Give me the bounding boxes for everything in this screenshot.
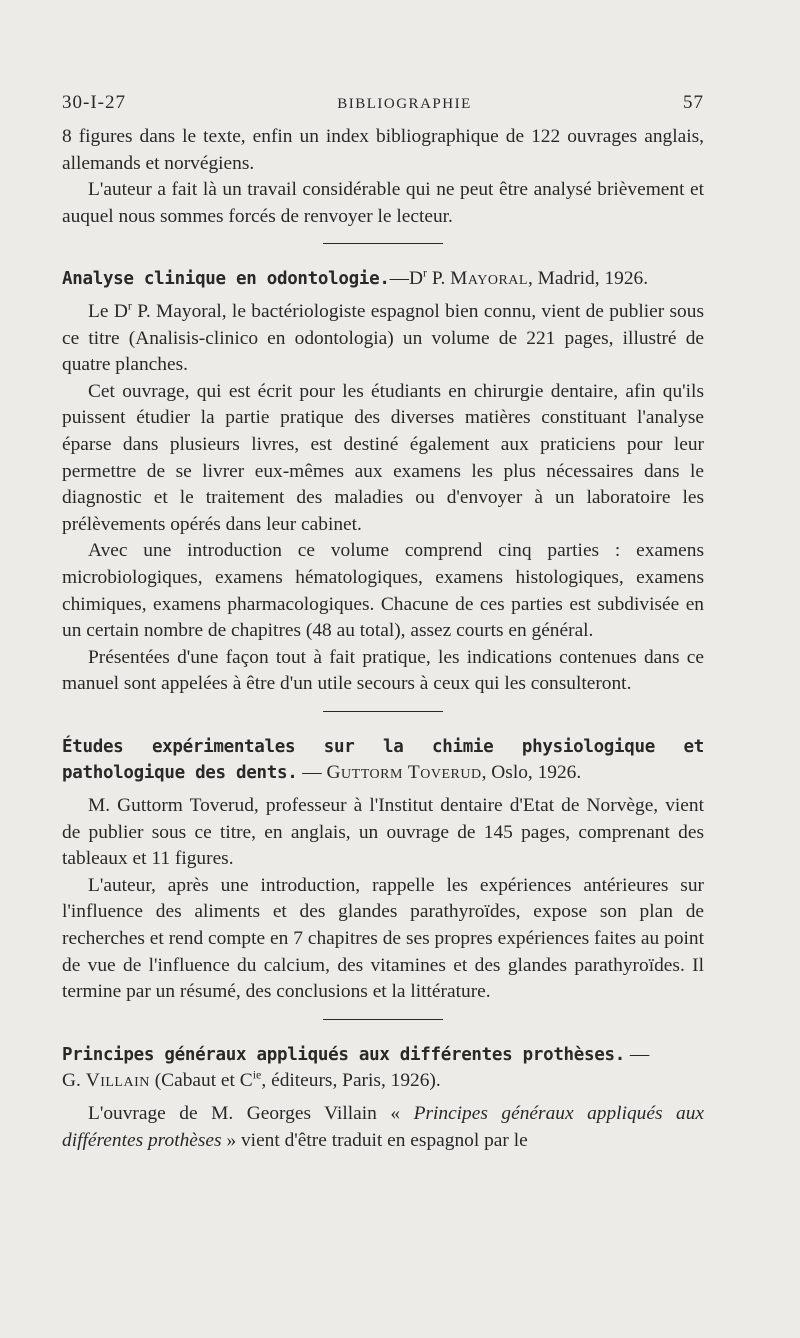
section1-paragraph-3: Avec une introduction ce volume comprend cinq parties : examens microbiologiques, examens hématologiques, examens histologiques, examens chimiques, examens pharmacologiques. Chacune de ces parties est subdivisée en un certain nombre de chapitres (48 au total), assez courts en général. [62, 540, 704, 642]
section1-dr-sup: r [422, 265, 427, 280]
section3-publisher-rest: , éditeurs, Paris, 1926). [261, 1070, 441, 1092]
section3-p1-rest: » vient d'être traduit en espagnol par le [221, 1129, 528, 1151]
section1-title: Analyse clinique en odontologie. [62, 269, 390, 290]
section1-paragraph-2: Cet ouvrage, qui est écrit pour les étudiants en chirurgie dentaire, afin qu'ils puissent étudier la partie pratique des diverses matières constituant l'analyse éparse dans plusieurs livres, est destiné également aux praticiens pour leur permettre de se livrer eux-mêmes aux examens les plus nécessaires dans le diagnostic et le traitement des maladies ou d'envoyer à un laboratoire les prélèvements opérés dans leur cabinet. [62, 380, 704, 535]
header-date: 30-I-27 [62, 92, 126, 113]
section2-heading [62, 734, 704, 787]
section3-heading [62, 1042, 704, 1095]
page-number: 57 [682, 92, 704, 113]
section1-paragraph-1 [62, 299, 704, 379]
section1-author-initial: P. [426, 268, 451, 290]
section-divider [323, 711, 443, 712]
section2-place-date: , Oslo, 1926. [481, 762, 582, 784]
section3-publisher-start: (Cabaut et C [149, 1070, 253, 1092]
section2-paragraph-1: M. Guttorm Toverud, professeur à l'Institut dentaire d'Etat de Norvège, vient de publier sous ce titre, en anglais, un ouvrage de 145 pages, comprenant des tableaux et 11 figures. [62, 795, 704, 870]
section2-paragraph-2: L'auteur, après une introduction, rappelle les expériences antérieures sur l'influence des aliments et des glandes parathyroïdes, expose son plan de recherches et rend compte en 7 chapitres de ses propres expériences faites au point de vue de l'influence du calcium, des vitamines et des glandes parathyroïdes. Il termine par un résumé, des conclusions et la littérature. [62, 874, 704, 1003]
section3-paragraph-1 [62, 1101, 704, 1154]
section3-p1-book-title: Principes généraux appliqués aux différentes prothèses [62, 1103, 705, 1151]
intro-paragraph-1: 8 figures dans le texte, enfin un index bibliographique de 122 ouvrages anglais, allemands et norvégiens. [62, 126, 704, 174]
section3-author-name: Villain [85, 1070, 150, 1092]
section1-dr: D [408, 268, 423, 290]
section1-p1-sup: r [127, 298, 132, 313]
section2-author-name: Guttorm Toverud [326, 762, 482, 784]
header-title: BIBLIOGRAPHIE [337, 96, 472, 112]
section3-p1-start: L'ouvrage de M. Georges Villain « [88, 1103, 414, 1124]
running-head [62, 92, 704, 122]
section1-p1-start: Le D [88, 300, 128, 322]
section3-dash: — [624, 1043, 650, 1065]
section1-author-name: Mayoral [450, 268, 528, 290]
section1-heading [62, 266, 704, 293]
section-divider [323, 1019, 443, 1020]
section1-place-date: , Madrid, 1926. [527, 268, 649, 290]
section2-title: Études expérimentales sur la chimie physiologique et pathologique des dents. [62, 736, 704, 784]
section1-dash: — [389, 268, 409, 290]
section1-paragraph-4: Présentées d'une façon tout à fait pratique, les indications contenues dans ce manuel sont appelées à être d'un utile secours à ceux qui les consulteront. [62, 646, 704, 695]
section2-dash: — [297, 762, 327, 784]
section-divider [323, 243, 443, 244]
section1-p1-rest: P. Mayoral, le bactériologiste espagnol bien connu, vient de publier sous ce titre (Analisis-clinico en odontologia) un volume de 221 pages, illustré de quatre planches. [62, 300, 704, 376]
section3-publisher-sup: ie [252, 1067, 262, 1082]
section3-author-initial: G. [62, 1070, 86, 1092]
section3-title: Principes généraux appliqués aux différentes prothèses. [62, 1044, 625, 1065]
intro-paragraph-2: L'auteur a fait là un travail considérable qui ne peut être analysé brièvement et auquel nous sommes forcés de renvoyer le lecteur. [62, 179, 704, 227]
